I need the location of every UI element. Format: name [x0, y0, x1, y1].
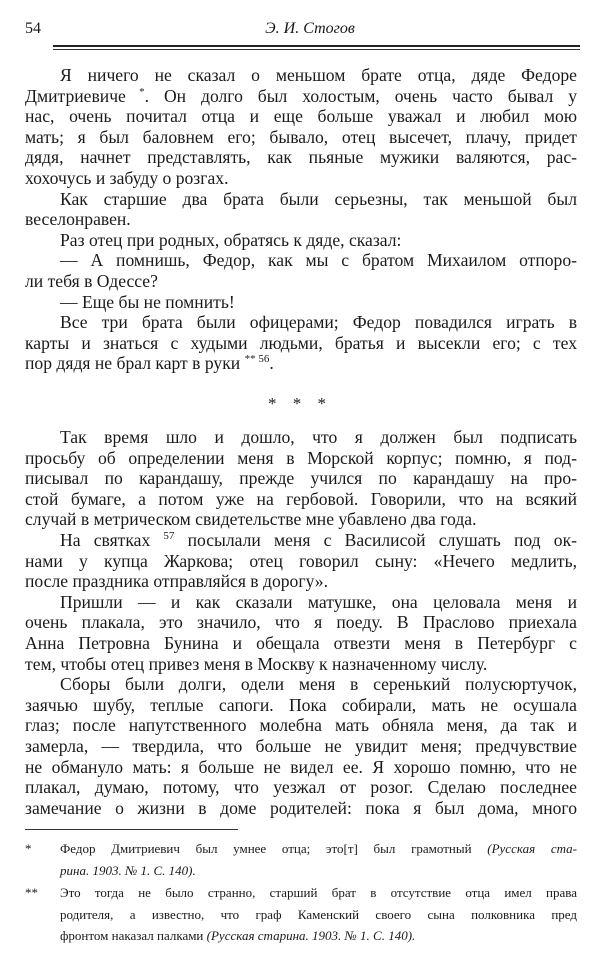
text-line — [25, 551, 577, 571]
text-run: . — [269, 353, 274, 374]
text-run: замечание о жизни в доме родителей: пока я был дома, много — [25, 797, 577, 818]
text-line — [25, 509, 577, 529]
text-line — [25, 168, 577, 188]
text-line — [25, 798, 577, 818]
text-line — [25, 86, 577, 106]
text-line — [25, 333, 577, 353]
text-run: нас, очень почитал отца и еще больше уважал и любил мою — [25, 106, 577, 127]
text-run: Это тогда не было странно, старший брат в отсутствие отца имел права — [60, 885, 577, 900]
text-line — [60, 230, 577, 250]
text-line — [60, 427, 577, 447]
text-line — [25, 612, 577, 632]
text-run: хохочусь и забуду о розгах. — [25, 168, 229, 188]
text-line — [25, 736, 577, 756]
text-run: стой бумаге, а потом уже на гербовой. Говорили, что на всякий — [25, 488, 577, 509]
text-line — [25, 271, 577, 291]
text-line — [25, 715, 577, 735]
text-run: Сборы были долги, одели меня в серенький полусюртучок, — [60, 674, 577, 695]
text-run: — А помнишь, Федор, как мы с братом Михаилом отпоро- — [60, 250, 577, 271]
footnote-line — [60, 863, 577, 879]
text-line — [60, 592, 577, 612]
text-line — [25, 448, 577, 468]
text-line — [25, 209, 577, 229]
text-run: Все три брата были офицерами; Федор повадился играть в — [60, 312, 577, 333]
text-line — [25, 777, 577, 797]
text-run: Так время шло и дошло, что я должен был подписать — [60, 427, 577, 447]
header-rule — [53, 45, 580, 47]
footnote-line — [60, 928, 577, 944]
text-run: пор дядя не брал карт в руки — [25, 353, 245, 374]
text-run: Федор Дмитриевич был умнее отца; это[т] был грамотный — [60, 841, 488, 856]
text-line — [25, 468, 577, 488]
text-run: замерла, — твердила, что больше не увидит меня; предчувствие — [25, 736, 577, 756]
citation-text: (Русская ста- — [487, 841, 577, 856]
text-run: случай в метрическом свидетельстве мне убавлено два года. — [25, 509, 477, 530]
text-run: Я ничего не сказал о меньшом брате отца, дяде Федоре — [60, 65, 577, 85]
footnote-rule — [25, 829, 238, 830]
footnote-line — [60, 907, 577, 923]
citation-text: рина. 1903. № 1. С. 140). — [60, 862, 196, 878]
text-run: писывал по карандашу, прежде учился по карандашу на про- — [25, 468, 577, 489]
text-run: . Он долго был холостым, очень часто бывал у — [144, 85, 578, 106]
footnote-mark: * — [25, 841, 32, 856]
page-number: 54 — [25, 20, 41, 37]
text-run: просьбу об определении меня в Морской корпус; помню, я под- — [25, 447, 577, 468]
text-run: очень плакала, это значило, что я поеду. В Праслово приехала — [25, 612, 577, 633]
footnote-line — [60, 841, 577, 857]
text-line — [25, 106, 577, 126]
text-line — [25, 147, 577, 167]
text-line — [60, 674, 577, 694]
text-run: веселонравен. — [25, 209, 131, 230]
text-run: посылали меня с Василисой слушать под ок- — [174, 530, 577, 550]
text-line — [25, 571, 577, 591]
footnote-reference: ** 56 — [244, 353, 270, 366]
text-line — [25, 633, 577, 653]
header-rule-thin — [53, 49, 580, 50]
text-run: дядя, начнет представлять, как пьяные мужики валяются, рас- — [25, 147, 577, 168]
text-run: родителя, а известно, что граф Каменский своего сына полковника пред — [60, 906, 577, 922]
section-separator: * * * — [268, 394, 332, 413]
text-run: — Еще бы не помнить! — [60, 291, 235, 312]
text-line — [25, 127, 577, 147]
text-line — [60, 65, 577, 85]
footnote-reference: 57 — [163, 530, 175, 542]
text-run: фронтом наказал палками — [60, 928, 207, 943]
text-line — [25, 757, 577, 777]
text-run: ли тебя в Одессе? — [25, 271, 158, 291]
text-line — [25, 353, 577, 373]
text-run: заячью шубу, теплые сапоги. Пока собирали, мать не осушала — [25, 694, 577, 715]
text-run: мать; я был баловнем его; бывало, отец высечет, плачу, придет — [25, 126, 577, 147]
text-line — [60, 530, 577, 550]
text-run: после праздника отправляйся в дорогу». — [25, 571, 329, 592]
text-line — [60, 250, 577, 270]
text-run: Дмитриевиче — [25, 85, 126, 106]
text-run: плакал, думаю, потому, что уезжал от розог. Сделаю последнее — [25, 777, 577, 798]
text-line — [25, 489, 577, 509]
text-run: На святках — [60, 530, 164, 550]
running-title: Э. И. Стогов — [265, 20, 355, 37]
text-run: Раз отец при родных, обратясь к дяде, сказал: — [60, 229, 402, 250]
footnote-line — [60, 885, 577, 901]
text-run: глаз; после напутственного молебна мать обняла меня, да так и — [25, 715, 577, 736]
footnote-reference: * — [125, 85, 145, 98]
text-run: нами у купца Жаркова; отец говорил сыну: «Нечего медлить, — [25, 550, 577, 571]
citation-text: (Русская старина. 1903. № 1. С. 140). — [206, 928, 416, 943]
footnote-mark: ** — [25, 885, 38, 900]
text-line — [60, 292, 577, 312]
text-line — [60, 312, 577, 332]
text-run: Как старшие два брата были серьезны, так меньшой был — [60, 188, 577, 209]
text-run: не обмануло мать: я больше не видел ее. Я хорошо помню, что не — [25, 756, 577, 777]
text-line — [25, 695, 577, 715]
text-run: Пришли — и как сказали матушке, она целовала меня и — [60, 591, 577, 612]
text-run: тем, чтобы отец привез меня в Москву к назначенному числу. — [25, 653, 488, 674]
text-line — [60, 189, 577, 209]
text-line — [25, 654, 577, 674]
text-run: карты и знаться с худыми людьми, братья и высекли его; с тех — [25, 332, 577, 353]
text-run: Анна Петровна Бунина и обещала отвезти меня в Петербург с — [25, 633, 577, 653]
